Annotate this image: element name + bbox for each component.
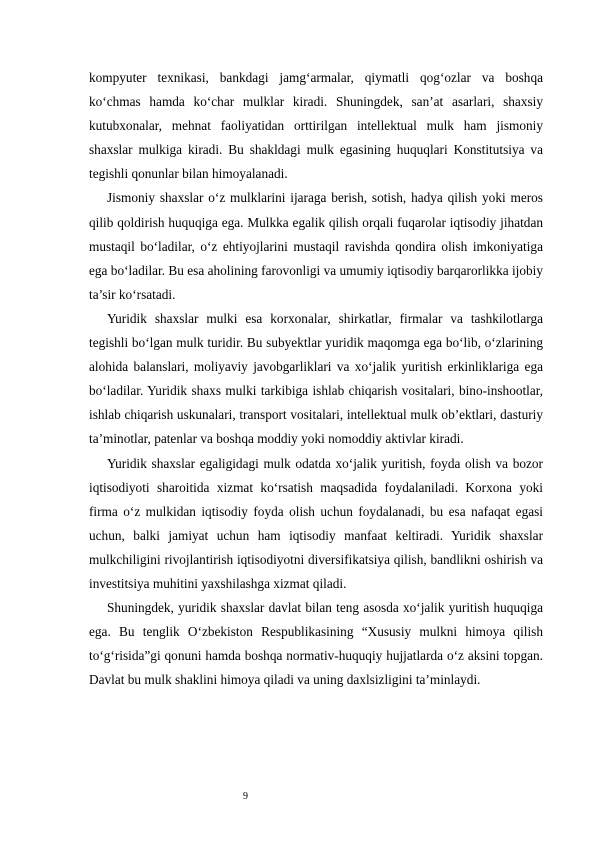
- paragraph: Yuridik shaxslar egaligidagi mulk odatda xo‘jalik yuritish, foyda olish va bozor iqtisodiyoti sharoitida xizmat ko‘rsatish maqsadida foydalaniladi. Korxona yoki firma o‘z mulkidan iqtisodiy foyda olish uchun foydalanadi, bu esa nafaqat egasi uchun, balki jamiyat uchun ham iqtisodiy manfaat keltiradi. Yuridik shaxslar mulkchiligini rivojlantirish iqtisodiyotni diversifikatsiya qilish, bandlikni oshirish va investitsiya muhitini yaxshilashga xizmat qiladi.: [89, 455, 543, 591]
- paragraph: Yuridik shaxslar mulki esa korxonalar, shirkatlar, firmalar va tashkilotlarga tegishli bo‘lgan mulk turidir. Bu subyektlar yuridik maqomga ega bo‘lib, o‘zlarining alohida balanslari, moliyaviy javobgarliklari va xo‘jalik yuritish erkinliklariga ega bo‘ladilar. Yuridik shaxs mulki tarkibiga ishlab chiqarish vositalari, bino-inshootlar, ishlab chiqarish uskunalari, transport vositalari, intellektual mulk ob’ektlari, dasturiy ta’minotlar, patenlar va boshqa moddiy yoki nomoddiy aktivlar kiradi.: [89, 310, 543, 447]
- paragraph: Shuningdek, yuridik shaxslar davlat bilan teng asosda xo‘jalik yuritish huquqiga ega. Bu tenglik O‘zbekiston Respublikasining “Xususiy mulkni himoya qilish to‘g‘risida”gi qonuni hamda boshqa normativ-huquqiy hujjatlarda o‘z aksini topgan. Davlat bu mulk shaklini himoya qiladi va uning daxlsizligini ta’minlaydi.: [89, 600, 543, 688]
- page-number: 9: [243, 791, 248, 802]
- paragraph: Jismoniy shaxslar o‘z mulklarini ijaraga berish, sotish, hadya qilish yoki meros qilib qoldirish huquqiga ega. Mulkka egalik qilish orqali fuqarolar iqtisodiy jihatdan mustaqil bo‘ladilar, o‘z ehtiyojlarini mustaqil ravishda qondira olish imkoniyatiga ega bo‘ladilar. Bu esa aholining farovonligi va umumiy iqtisodiy barqarorlikka ijobiy ta’sir ko‘rsatadi.: [89, 190, 543, 302]
- body-text: [89, 66, 543, 692]
- paragraph-continued: kompyuter texnikasi, bankdagi jamg‘armalar, qiymatli qog‘ozlar va boshqa ko‘chmas hamda ko‘char mulklar kiradi. Shuningdek, san’at asarlari, shaxsiy kutubxonalar, mehnat faoliyatidan orttirilgan intellektual mulk ham jismoniy shaxslar mulkiga kiradi. Bu shakldagi mulk egasining huquqlari Konstitutsiya va tegishli qonunlar bilan himoyalanadi.: [89, 70, 543, 182]
